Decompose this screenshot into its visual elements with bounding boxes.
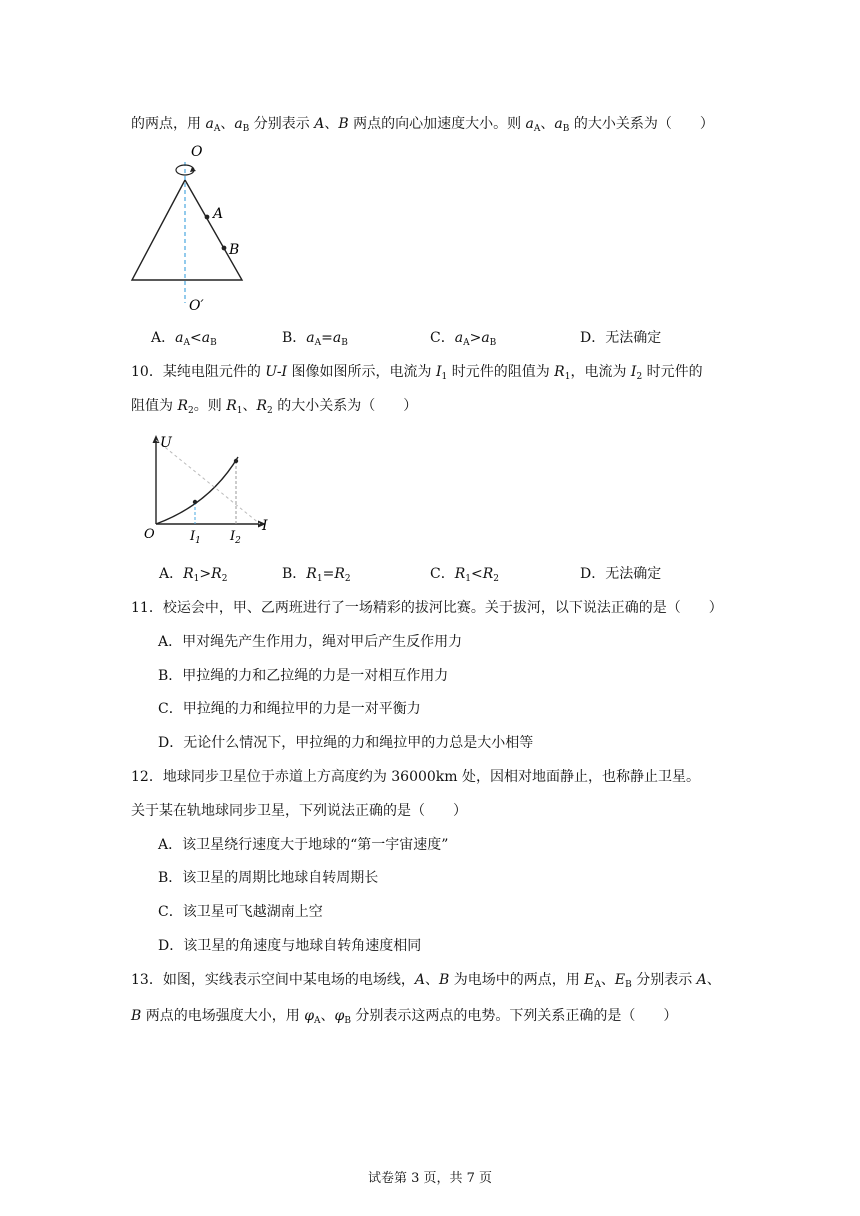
q9-option-d[interactable]: D．无法确定	[580, 330, 662, 346]
point-B	[222, 246, 227, 251]
label-A: A	[213, 206, 224, 222]
triangle	[132, 180, 242, 280]
q9-triangle-figure	[125, 140, 255, 315]
point-i2	[234, 459, 238, 463]
q9-option-b[interactable]: B．$a_A=a_B$	[282, 330, 348, 348]
q11-option-d[interactable]: D．无论什么情况下，甲拉绳的力和绳拉甲的力总是大小相等	[158, 735, 534, 751]
q11-option-a[interactable]: A．甲对绳先产生作用力，绳对甲后产生反作用力	[158, 634, 463, 650]
label-Oprime: O′	[189, 298, 204, 314]
q10-option-c[interactable]: C．$R_1<R_2$	[430, 566, 500, 584]
q12-option-d[interactable]: D．该卫星的角速度与地球自转角速度相同	[158, 938, 422, 954]
q12-option-c[interactable]: C．该卫星可飞越湖南上空	[158, 904, 323, 920]
page-footer: 试卷第 3 页，共 7 页	[367, 1171, 493, 1186]
point-i1	[193, 500, 197, 504]
q9-option-c[interactable]: C．$a_A>a_B$	[430, 330, 497, 348]
u-i-curve	[156, 457, 238, 524]
label-O: O	[191, 144, 203, 160]
q10-stem-line1: 10．某纯电阻元件的 U-I 图像如图所示，电流为 $I_1$ 时元件的阻值为 $R_1$，电流为 $I_2$ 时元件的	[131, 364, 703, 382]
q10-option-a[interactable]: A．$R_1>R_2$	[159, 566, 228, 584]
q9-option-a[interactable]: A．$a_A<a_B$	[151, 330, 217, 348]
label-O: O	[144, 527, 155, 542]
q13-stem-line1: 13．如图，实线表示空间中某电场的电场线，A、B 为电场中的两点，用 $E_A$、$E_B$ 分别表示 A、	[131, 972, 721, 990]
label-I1: $I_1$	[190, 529, 201, 544]
q10-option-b[interactable]: B．$R_1=R_2$	[282, 566, 351, 584]
q12-stem-line1: 12．地球同步卫星位于赤道上方高度约为 36000km 处，因相对地面静止，也称静止卫星。	[131, 769, 701, 785]
slope-line	[156, 440, 260, 524]
q11-option-b[interactable]: B．甲拉绳的力和乙拉绳的力是一对相互作用力	[158, 668, 449, 684]
q11-stem: 11．校运会中，甲、乙两班进行了一场精彩的拔河比赛。关于拔河，以下说法正确的是（ ）	[131, 600, 723, 616]
q12-stem-line2: 关于某在轨地球同步卫星，下列说法正确的是（ ）	[131, 803, 467, 819]
label-I2: $I_2$	[230, 529, 241, 544]
q10-stem-line2: 阻值为 $R_2$。则 $R_1$、$R_2$ 的大小关系为（ ）	[131, 398, 418, 416]
q10-ui-graph	[140, 432, 280, 544]
q11-option-c[interactable]: C．甲拉绳的力和绳拉甲的力是一对平衡力	[158, 701, 421, 717]
label-B: B	[229, 242, 240, 258]
label-I: I	[262, 518, 268, 534]
q12-option-a[interactable]: A．该卫星绕行速度大于地球的“第一宇宙速度”	[158, 837, 449, 853]
q9-stem: 的两点，用 $a_A$、$a_B$ 分别表示 A、B 两点的向心加速度大小。则 $a_A$、$a_B$ 的大小关系为（ ）	[131, 116, 714, 134]
point-A	[205, 215, 210, 220]
q13-stem-line2: B 两点的电场强度大小，用 $\varphi_A$、$\varphi_B$ 分别表示这两点的电势。下列关系正确的是（ ）	[131, 1008, 678, 1026]
q12-option-b[interactable]: B．该卫星的周期比地球自转周期长	[158, 870, 379, 886]
label-U: U	[160, 435, 172, 451]
q10-option-d[interactable]: D．无法确定	[580, 566, 662, 582]
